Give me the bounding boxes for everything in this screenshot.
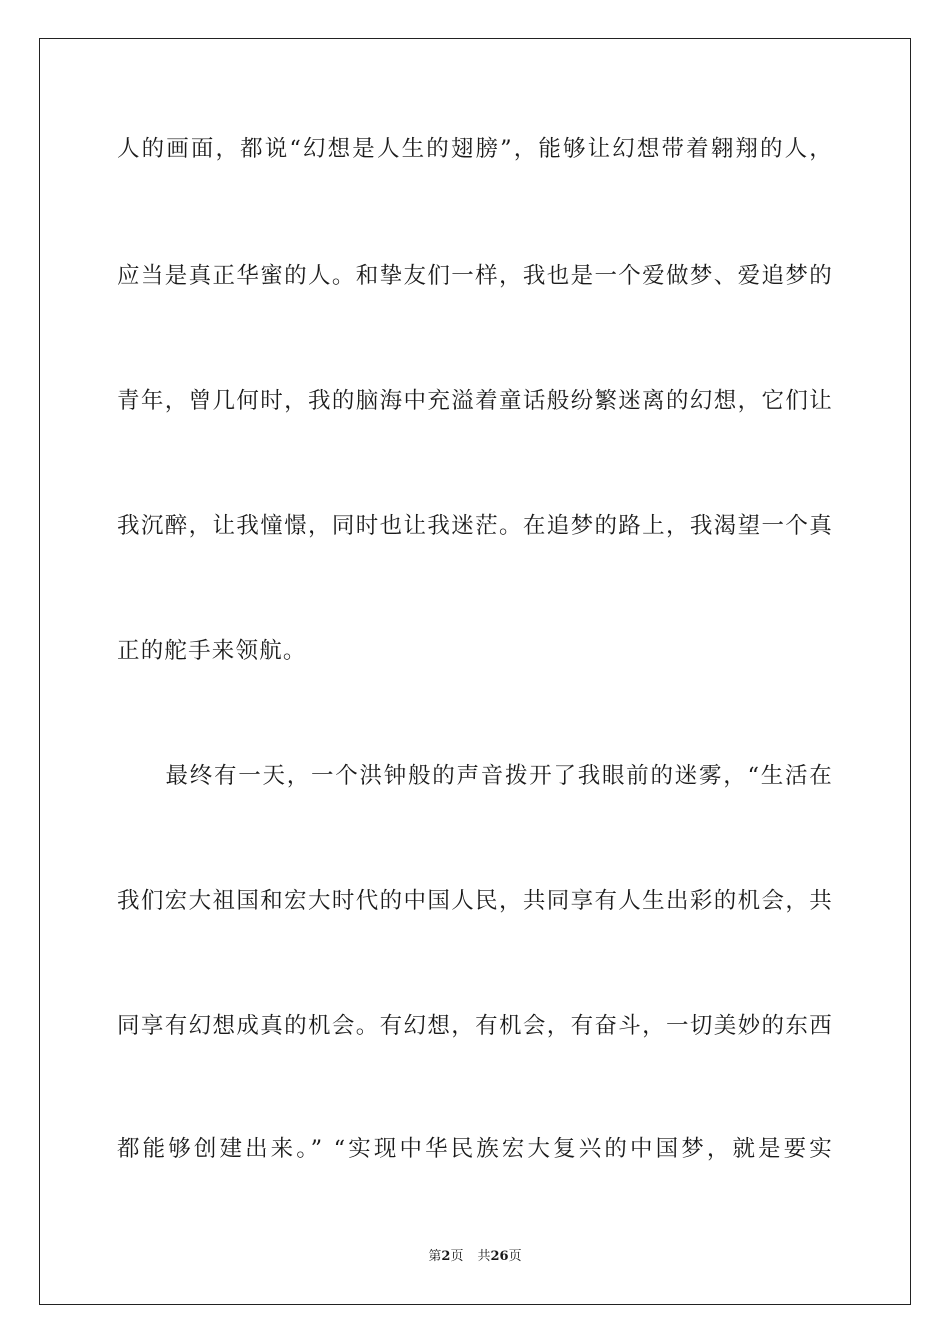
text-line-9: 都能够创建出来。” “实现中华民族宏大复兴的中国梦，就是要实 [117,1136,833,1162]
page-current: 2 [441,1249,451,1264]
text-line-7: 我们宏大祖国和宏大时代的中国人民，共同享有人生出彩的机会，共 [117,888,833,914]
page-suffix: 页 [450,1249,464,1264]
page-total: 26 [490,1249,509,1264]
page-prefix: 第 [428,1249,442,1264]
text-line-6: 最终有一天，一个洪钟般的声音拨开了我眼前的迷雾，“生活在 [117,763,833,789]
text-line-8: 同享有幻想成真的机会。有幻想，有机会，有奋斗，一切美妙的东西 [117,1013,833,1039]
page-footer [0,1248,950,1266]
text-line-2: 应当是真正华蜜的人。和挚友们一样，我也是一个爱做梦、爱追梦的 [117,263,833,289]
page-border [39,38,911,1305]
text-line-3: 青年，曾几何时，我的脑海中充溢着童话般纷繁迷离的幻想，它们让 [117,388,833,414]
text-line-5: 正的舵手来领航。 [117,638,307,664]
text-line-1: 人的画面，都说“幻想是人生的翅膀”，能够让幻想带着翱翔的人， [117,136,833,162]
text-line-4: 我沉醉，让我憧憬，同时也让我迷茫。在追梦的路上，我渴望一个真 [117,513,833,539]
total-suffix: 页 [508,1249,522,1264]
total-prefix: 共 [477,1249,491,1264]
